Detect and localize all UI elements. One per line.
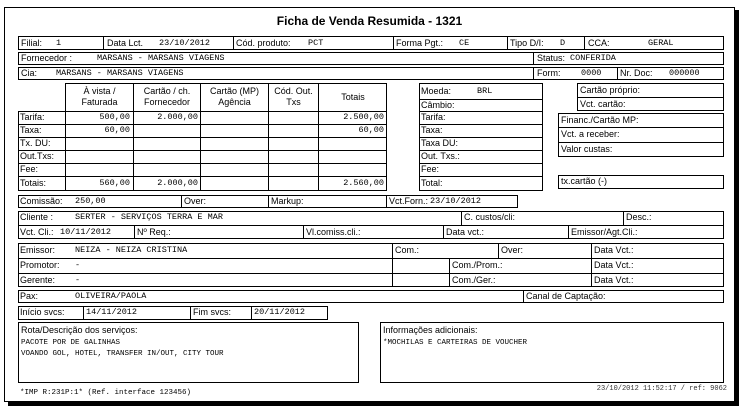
currency-taxa-label: Taxa: [421, 125, 443, 135]
form-label: Form: [537, 68, 561, 78]
vct-forn-value: 23/10/2012 [430, 196, 482, 206]
valor-custas-label: Valor custas: [561, 144, 613, 154]
footer-right: 23/10/2012 11:52:17 / ref: 9062 [596, 385, 727, 393]
currency-taxadu-label: Taxa DU: [421, 138, 459, 148]
promotor-label: Promotor: [20, 260, 60, 270]
desc-label: Desc.: [626, 212, 652, 222]
info-label: Informações adicionais: [383, 325, 478, 335]
fim-svcs-value: 20/11/2012 [254, 307, 306, 317]
emissor-agt-label: Emissor/Agt.Cli.: [571, 227, 638, 237]
emissor-data-vct-label: Data Vct.: [594, 245, 634, 255]
nr-doc-label: Nr. Doc: [620, 68, 653, 78]
row-label-totais: Totais: [20, 178, 47, 188]
row-label-outtxs: Out.Txs: [20, 151, 55, 161]
cell-tarifa-total: 2.500,00 [343, 112, 384, 122]
currency-total-label: Total: [421, 178, 443, 188]
gerente-label: Gerente: [20, 275, 56, 285]
header-totais: Totais [341, 92, 365, 102]
rota-line-1: PACOTE POR DE GALINHAS [21, 339, 121, 347]
cliente-value: SERTER - SERVIÇOS TERRA E MAR [75, 212, 223, 222]
rota-line-2: VOANDO GOL, HOTEL, TRANSFER IN/OUT, CITY TOUR [21, 350, 224, 358]
moeda-value: BRL [477, 86, 493, 96]
promotor-data-vct-label: Data Vct.: [594, 260, 634, 270]
filial-label: Filial: [21, 38, 43, 48]
cell-taxa-vista: 60,00 [104, 125, 130, 135]
frame-shadow-bottom [8, 402, 739, 406]
data-vct-cli-label: Data vct.: [446, 227, 485, 237]
vct-cartao-label: Vct. cartão: [580, 99, 626, 109]
fim-svcs-label: Fim svcs: [193, 307, 231, 317]
com-prom-label: Com./Prom.: [452, 260, 503, 270]
cca-label: CCA: [588, 38, 610, 48]
cell-tarifa-vista: 500,00 [99, 112, 130, 122]
pax-label: Pax: [20, 291, 39, 301]
data-lct-value: 23/10/2012 [159, 38, 211, 48]
rota-label: Rota/Descrição dos serviços: [21, 325, 138, 335]
cell-taxa-total: 60,00 [358, 125, 384, 135]
header-cod-txs: Cód. Out. Txs [274, 86, 313, 107]
header-vista: À vista / Faturada [81, 86, 118, 107]
cell-totais-cartao-ch: 2.000,00 [157, 178, 198, 188]
currency-tarifa-label: Tarifa: [421, 112, 446, 122]
form-value: 0000 [581, 68, 602, 78]
cell-tarifa-cartao-ch: 2.000,00 [157, 112, 198, 122]
gerente-data-vct-label: Data Vct.: [594, 275, 634, 285]
comissao-value: 250,00 [75, 196, 106, 206]
footer-left: *IMP R:231P:1* (Ref. interface 123456) [20, 389, 192, 397]
frame-shadow-right [735, 10, 739, 405]
emissor-value: NEIZA - NEIZA CRISTINA [75, 245, 188, 255]
emissor-over-label: Over: [501, 245, 524, 255]
currency-outtxs-label: Out. Txs.: [421, 151, 460, 161]
promotor-value: - [75, 260, 81, 270]
financ-label: Financ./Cartão MP: [561, 115, 639, 125]
inicio-svcs-value: 14/11/2012 [86, 307, 138, 317]
forma-pgt-value: CE [459, 38, 470, 48]
com-ger-label: Com./Ger.: [452, 275, 496, 285]
vlcomiss-label: Vl.comiss.cli.: [306, 227, 361, 237]
gerente-value: - [75, 275, 81, 285]
header-cartao-ch: Cartão / ch. Fornecedor [143, 86, 191, 107]
pax-value: OLIVEIRA/PAOLA [75, 291, 147, 301]
tipo-label: Tipo D/I: [510, 38, 544, 48]
vct-cli-label: Vct. Cli.: [20, 227, 54, 237]
cell-totais-vista: 560,00 [99, 178, 130, 188]
header-cartao-mp: Cartão (MP) Agência [209, 86, 259, 107]
cartao-proprio-label: Cartão próprio: [580, 85, 641, 95]
cambio-label: Câmbio: [421, 100, 455, 110]
nr-doc-value: 000000 [669, 68, 700, 78]
tipo-value: D [560, 38, 566, 48]
vct-receber-label: Vct. a receber: [561, 129, 620, 139]
moeda-label: Moeda: [421, 86, 452, 96]
inicio-svcs-label: Início svcs: [20, 307, 65, 317]
info-line-1: *MOCHILAS E CARTEIRAS DE VOUCHER [383, 339, 528, 347]
vct-cli-value: 10/11/2012 [60, 227, 112, 237]
row-label-txdu: Tx. DU: [20, 138, 51, 148]
row-label-fee: Fee: [20, 164, 39, 174]
tx-cartao-label: tx.cartão (-) [561, 176, 608, 186]
status-label: Status: [537, 53, 566, 63]
row-label-taxa: Taxa: [20, 125, 42, 135]
vct-forn-label: Vct.Forn.: [389, 196, 429, 206]
ccustos-label: C. custos/cli: [464, 212, 516, 222]
cia-value: MARSANS - MARSANS VIAGENS [56, 68, 184, 78]
form-title: Ficha de Venda Resumida - 1321 [276, 14, 463, 28]
cca-value: GERAL [648, 38, 674, 48]
cod-produto-label: Cód. produto: [236, 38, 291, 48]
cia-label: Cia: [21, 68, 38, 78]
data-lct-label: Data Lct. [107, 38, 144, 48]
filial-value: 1 [56, 38, 62, 48]
currency-fee-label: Fee: [421, 164, 440, 174]
cod-produto-value: PCT [308, 38, 324, 48]
forma-pgt-label: Forma Pgt.: [396, 38, 444, 48]
cliente-label: Cliente : [20, 212, 54, 222]
row-label-tarifa: Tarifa: [20, 112, 45, 122]
canal-label: Canal de Captação: [526, 291, 606, 301]
markup-label: Markup: [271, 196, 304, 206]
over-label: Over: [184, 196, 207, 206]
status-value: CONFERIDA [570, 53, 616, 63]
fornecedor-label: Fornecedor : [21, 53, 73, 63]
comissao-label: Comissão: [20, 196, 63, 206]
emissor-com-label: Com.: [395, 245, 420, 255]
fornecedor-value: MARSANS - MARSANS VIAGENS [97, 53, 225, 63]
cell-totais-total: 2.560,00 [343, 178, 384, 188]
emissor-label: Emissor: [20, 245, 56, 255]
nreq-label: Nº Req.: [137, 227, 171, 237]
